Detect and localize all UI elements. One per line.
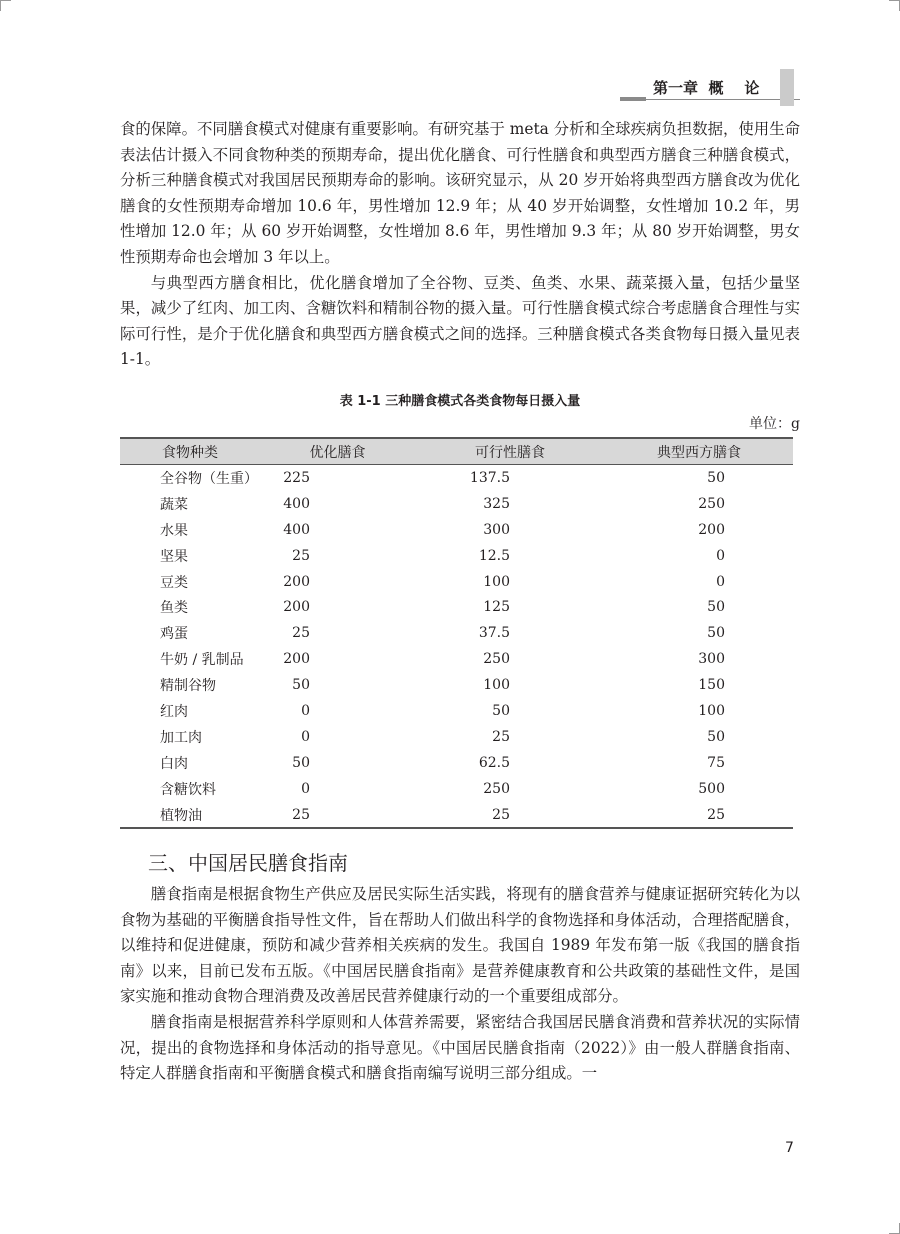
optimized-diet-cell: 225 [283, 469, 310, 486]
food-type-cell: 鸡蛋 [160, 626, 188, 643]
table-row [120, 750, 793, 776]
food-type-cell: 水果 [160, 522, 188, 539]
table-unit: 单位：g [749, 416, 800, 432]
table-row [120, 569, 793, 595]
paragraph: 膳食指南是根据营养科学原则和人体营养需要，紧密结合我国居民膳食消费和营养状况的实际情况，提出的食物选择和身体活动的指导意见。《中国居民膳食指南（2022）》由一般人群膳食指南、特定人群膳食指南和平衡膳食模式和膳食指南编写说明三部分组成。一 [120, 1012, 800, 1083]
table-row [120, 594, 793, 620]
optimized-diet-cell: 25 [260, 802, 415, 829]
optimized-diet-cell: 0 [301, 780, 310, 797]
column-header: 食物种类 [120, 438, 260, 465]
optimized-diet-cell: 50 [292, 754, 310, 771]
optimized-diet-cell: 400 [283, 521, 310, 538]
table-row [120, 776, 793, 802]
header-tab-block [780, 69, 794, 106]
table-row [120, 465, 793, 491]
header-thick-rule [620, 97, 646, 101]
western-diet-cell: 100 [698, 702, 725, 719]
table-row [120, 724, 793, 750]
optimized-diet-cell: 50 [292, 677, 310, 694]
feasible-diet-cell: 25 [492, 728, 510, 745]
optimized-diet-cell: 400 [283, 495, 310, 512]
western-diet-cell: 500 [698, 780, 725, 797]
optimized-diet-cell: 25 [292, 625, 310, 642]
table-row [120, 543, 793, 569]
table-row [120, 620, 793, 646]
body-text-top [120, 117, 800, 373]
column-header: 优化膳食 [260, 438, 415, 465]
table-row [120, 646, 793, 672]
paragraph: 食的保障。不同膳食模式对健康有重要影响。有研究基于 meta 分析和全球疾病负担数据，使用生命表法估计摄入不同食物种类的预期寿命，提出优化膳食、可行性膳食和典型西方膳食三种膳食模式，分析三种膳食模式对我国居民预期寿命的影响。该研究显示，从 20 岁开始将典型西方膳食改为优化膳食的女性预期寿命增加 10.6 年，男性增加 12.9 年；从 40 岁开始调整，女性增加 10.2 年，男性增加 12.0 年；从 60 岁开始调整，女性增加 8.6 年，男性增加 9.3 年；从 80 岁开始调整，男女性预期寿命也会增加 3 年以上。 [120, 120, 800, 266]
optimized-diet-cell: 0 [301, 728, 310, 745]
western-diet-cell: 50 [707, 469, 725, 486]
column-header: 典型西方膳食 [605, 438, 793, 465]
table-caption: 表 1-1 三种膳食模式各类食物每日摄入量 [339, 394, 581, 409]
optimized-diet-cell: 25 [292, 547, 310, 564]
running-header [620, 70, 800, 108]
optimized-diet-cell: 200 [283, 651, 310, 668]
section-heading: 三、中国居民膳食指南 [148, 851, 348, 875]
feasible-diet-cell: 25 [415, 802, 605, 829]
feasible-diet-cell: 50 [492, 702, 510, 719]
table-row [120, 491, 793, 517]
body-text-bottom [120, 882, 800, 1087]
western-diet-cell: 50 [707, 599, 725, 616]
food-type-cell: 鱼类 [160, 600, 188, 617]
crop-mark-bottom-right [889, 1223, 900, 1234]
table-row [120, 698, 793, 724]
optimized-diet-cell: 0 [301, 702, 310, 719]
food-type-cell: 加工肉 [160, 729, 202, 746]
feasible-diet-cell: 325 [483, 495, 510, 512]
western-diet-cell: 200 [698, 521, 725, 538]
feasible-diet-cell: 300 [483, 521, 510, 538]
feasible-diet-cell: 100 [483, 573, 510, 590]
column-header: 可行性膳食 [415, 438, 605, 465]
food-type-cell: 红肉 [160, 703, 188, 720]
table-row [120, 802, 793, 829]
table-row [120, 517, 793, 543]
crop-mark-top-right [889, 0, 900, 11]
western-diet-cell: 250 [698, 495, 725, 512]
feasible-diet-cell: 12.5 [478, 547, 510, 564]
table-row [120, 672, 793, 698]
food-type-cell: 白肉 [160, 755, 188, 772]
feasible-diet-cell: 250 [483, 780, 510, 797]
food-type-cell: 蔬菜 [160, 496, 188, 513]
feasible-diet-cell: 137.5 [469, 469, 510, 486]
paragraph: 膳食指南是根据食物生产供应及居民实际生活实践，将现有的膳食营养与健康证据研究转化为以食物为基础的平衡膳食指导性文件，旨在帮助人们做出科学的食物选择和身体活动，合理搭配膳食，以维持和促进健康，预防和减少营养相关疾病的发生。我国自 1989 年发布第一版《我国的膳食指南》以来，目前已发布五版。《中国居民膳食指南》是营养健康教育和公共政策的基础性文件，是国家实施和推动食物合理消费及改善居民营养健康行动的一个重要组成部分。 [120, 885, 800, 1006]
optimized-diet-cell: 200 [283, 599, 310, 616]
food-type-cell: 含糖饮料 [160, 781, 216, 798]
paragraph: 与典型西方膳食相比，优化膳食增加了全谷物、豆类、鱼类、水果、蔬菜摄入量，包括少量坚果，减少了红肉、加工肉、含糖饮料和精制谷物的摄入量。可行性膳食模式综合考虑膳食合理性与实际可行性，是介于优化膳食和典型西方膳食模式之间的选择。三种膳食模式各类食物每日摄入量见表 1-1。 [120, 273, 800, 369]
western-diet-cell: 0 [716, 547, 725, 564]
feasible-diet-cell: 250 [483, 651, 510, 668]
crop-mark-top-left [0, 0, 11, 11]
western-diet-cell: 0 [716, 573, 725, 590]
western-diet-cell: 300 [698, 651, 725, 668]
header-rule [646, 99, 800, 100]
food-type-cell: 精制谷物 [160, 678, 216, 695]
feasible-diet-cell: 37.5 [478, 625, 510, 642]
feasible-diet-cell: 125 [483, 599, 510, 616]
feasible-diet-cell: 100 [483, 677, 510, 694]
chapter-title: 第一章 概 论 [653, 79, 760, 97]
feasible-diet-cell: 62.5 [478, 754, 510, 771]
optimized-diet-cell: 200 [283, 573, 310, 590]
western-diet-cell: 75 [707, 754, 725, 771]
western-diet-cell: 50 [707, 625, 725, 642]
table-header-row [120, 438, 793, 465]
page-number: 7 [785, 1140, 794, 1156]
western-diet-cell: 25 [605, 802, 793, 829]
food-type-cell: 植物油 [120, 802, 260, 829]
food-type-cell: 坚果 [160, 548, 188, 565]
western-diet-cell: 150 [698, 677, 725, 694]
food-type-cell: 牛奶 / 乳制品 [160, 652, 244, 669]
food-type-cell: 全谷物（生重） [160, 470, 258, 487]
diet-pattern-table [120, 437, 793, 829]
western-diet-cell: 50 [707, 728, 725, 745]
food-type-cell: 豆类 [160, 574, 188, 591]
